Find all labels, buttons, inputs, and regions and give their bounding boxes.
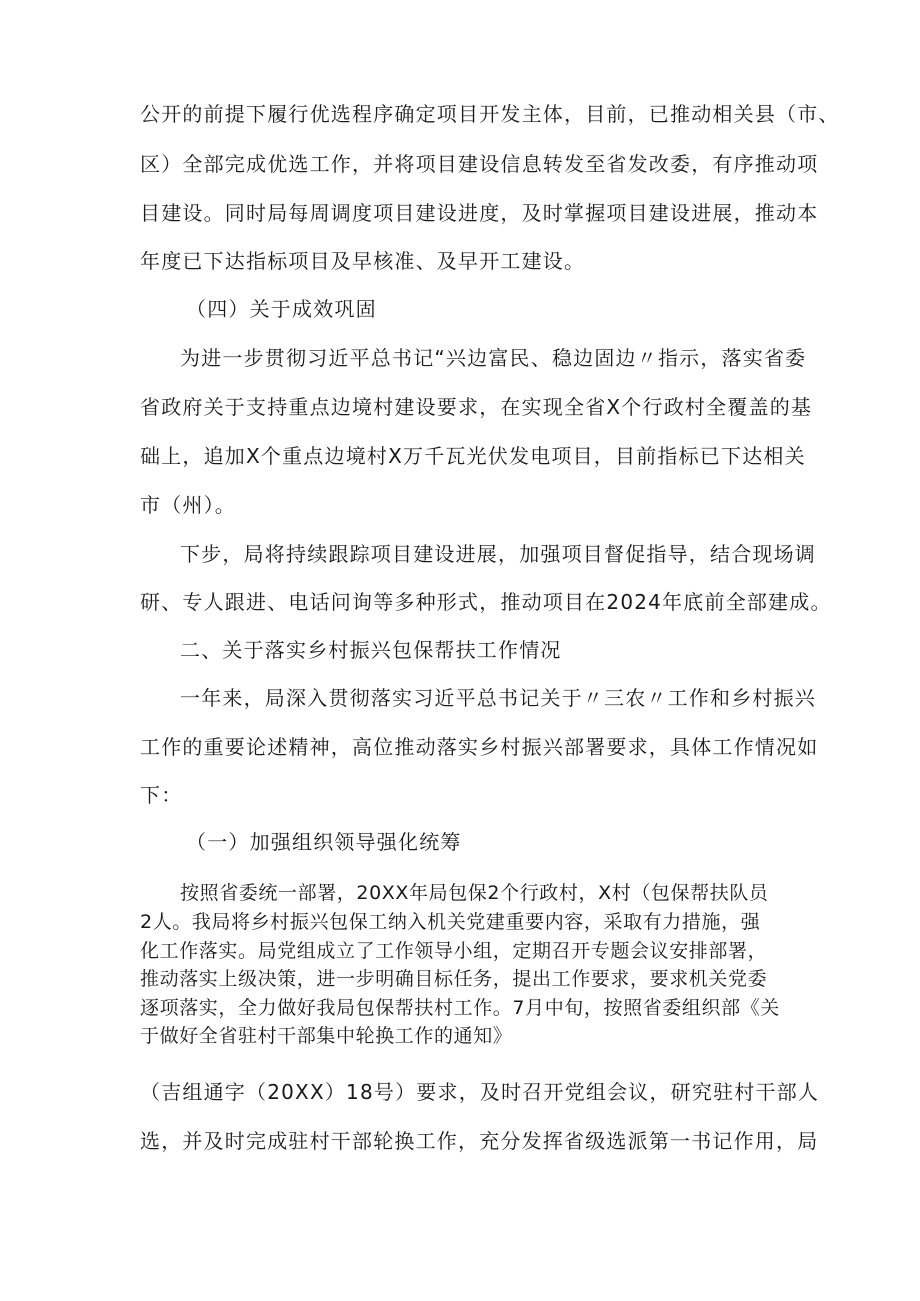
paragraph-line: 化工作落实。局党组成立了工作领导小组，定期召开专题会议安排部署， [140, 940, 768, 962]
paragraph-line: 为进一步贯彻习近平总书记“兴边富民、稳边固边〃指示，落实省委 [180, 346, 807, 370]
paragraph-line: 于做好全省驻村干部集中轮换工作的通知》 [140, 1025, 513, 1047]
paragraph-line: 下步，局将持续跟踪项目建设进展，加强项目督促指导，结合现场调 [180, 542, 816, 566]
paragraph-line: 按照省委统一部署，20XX年局包保2个行政村，X村（包保帮扶队员 [180, 882, 769, 904]
section-heading: （一）加强组织领导强化统筹 [186, 830, 462, 854]
paragraph-line: 础上，追加X个重点边境村X万千瓦光伏发电项目，目前指标已下达相关 [140, 444, 806, 468]
paragraph-line: 研、专人跟进、电话问询等多种形式，推动项目在2024年底前全部建成。 [140, 590, 832, 614]
section-heading: 二、关于落实乡村振兴包保帮扶工作情况 [180, 638, 562, 662]
paragraph-line: 逐项落实，全力做好我局包保帮扶村工作。7月中旬，按照省委组织部《关 [140, 997, 780, 1019]
paragraph-line: 下： [140, 783, 183, 807]
paragraph-line: 区）全部完成优选工作，并将项目建设信息转发至省发改委，有序推动项 [140, 152, 819, 176]
paragraph-line: 省政府关于支持重点边境村建设要求，在实现全省X个行政村全覆盖的基 [140, 395, 813, 419]
paragraph-line: 推动落实上级决策，进一步明确目标任务，提出工作要求，要求机关党委 [140, 968, 768, 990]
section-heading: （四）关于成效巩固 [186, 297, 377, 321]
paragraph-line: 一年来，局深入贯彻落实习近平总书记关于〃三农〃工作和乡村振兴 [180, 686, 816, 710]
paragraph-line: 工作的重要论述精神，高位推动落实乡村振兴部署要求，具体工作情况如 [140, 735, 819, 759]
paragraph-line: 2人。我局将乡村振兴包保工纳入机关党建重要内容，采取有力措施，强 [140, 911, 761, 933]
paragraph-line: 目建设。同时局每周调度项目建设进度，及时掌握项目建设进展，推动本 [140, 201, 819, 225]
paragraph-line: 市（州）。 [140, 493, 236, 517]
paragraph-line: 年度已下达指标项目及早核准、及早开工建设。 [140, 249, 586, 273]
paragraph-line: 选，并及时完成驻村干部轮换工作，充分发挥省级选派第一书记作用，局 [140, 1129, 819, 1153]
paragraph-line: 公开的前提下履行优选程序确定项目开发主体，目前，已推动相关县（市、 [140, 102, 840, 126]
paragraph-line: （吉组通字（20XX）18号）要求，及时召开党组会议，研究驻村干部人 [140, 1080, 820, 1104]
